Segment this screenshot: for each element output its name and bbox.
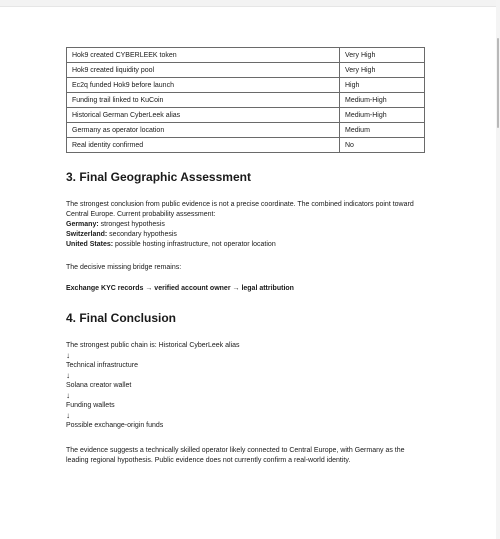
us-line	[66, 240, 426, 250]
chain-step: Solana creator wallet	[66, 382, 132, 389]
switzerland-label: Switzerland:	[66, 231, 108, 238]
paragraph-line: The evidence suggests a technically skilled operator likely connected to Central Europe, with Germany as the	[66, 447, 405, 454]
us-text: possible hosting infrastructure, not operator location	[113, 241, 276, 248]
down-arrow-icon: ↓	[66, 391, 70, 400]
table-cell-evidence: Hok9 created CYBERLEEK token	[67, 48, 340, 63]
switzerland-line	[66, 230, 426, 240]
chain-intro: The strongest public chain is: Historical CyberLeek alias	[66, 342, 240, 349]
switzerland-text: secondary hypothesis	[107, 231, 177, 238]
table-cell-confidence: High	[340, 78, 425, 93]
table-row	[67, 63, 425, 78]
table-cell-confidence: Medium	[340, 123, 425, 138]
down-arrow-icon: ↓	[66, 411, 70, 420]
germany-label: Germany:	[66, 221, 99, 228]
bridge-chain	[66, 284, 426, 294]
chain-step: Funding wallets	[66, 402, 115, 409]
top-bar	[0, 0, 500, 7]
summary-paragraph	[66, 446, 426, 466]
table-row	[67, 138, 425, 153]
paragraph-line: Central Europe. Current probability assessment:	[66, 211, 216, 218]
paragraph-line: leading regional hypothesis. Public evidence does not currently confirm a real-world identity.	[66, 457, 351, 464]
table-row	[67, 93, 425, 108]
table-cell-evidence: Hok9 created liquidity pool	[67, 63, 340, 78]
document-page	[66, 47, 426, 464]
chain-step: Possible exchange-origin funds	[66, 422, 164, 429]
down-arrow-icon: ↓	[66, 351, 70, 360]
table-cell-evidence: Real identity confirmed	[67, 138, 340, 153]
table-cell-confidence: Medium-High	[340, 93, 425, 108]
table-row	[67, 78, 425, 93]
bridge-intro: The decisive missing bridge remains:	[66, 264, 182, 271]
section-heading-conclusion: 4. Final Conclusion	[66, 311, 177, 325]
assessment-paragraph	[66, 200, 426, 250]
table-row	[67, 48, 425, 63]
bridge-chain-text: Exchange KYC records → verified account owner → legal attribution	[66, 285, 294, 292]
table-cell-evidence: Ec2q funded Hok9 before launch	[67, 78, 340, 93]
table-cell-confidence: Medium-High	[340, 108, 425, 123]
chain-list	[66, 341, 426, 431]
chain-step: Technical infrastructure	[66, 362, 138, 369]
table-row	[67, 123, 425, 138]
us-label: United States:	[66, 241, 114, 248]
table-cell-confidence: No	[340, 138, 425, 153]
evidence-table	[66, 47, 425, 153]
scrollbar-thumb[interactable]	[497, 38, 499, 128]
table-row	[67, 108, 425, 123]
vertical-scrollbar[interactable]	[496, 0, 500, 539]
section-heading-geographic: 3. Final Geographic Assessment	[66, 170, 251, 184]
table-cell-evidence: Funding trail linked to KuCoin	[67, 93, 340, 108]
down-arrow-icon: ↓	[66, 371, 70, 380]
table-cell-evidence: Historical German CyberLeek alias	[67, 108, 340, 123]
table-cell-confidence: Very High	[340, 48, 425, 63]
germany-line	[66, 220, 426, 230]
paragraph-line: The strongest conclusion from public evidence is not a precise coordinate. The combined indicators point toward	[66, 201, 414, 208]
table-cell-evidence: Germany as operator location	[67, 123, 340, 138]
table-cell-confidence: Very High	[340, 63, 425, 78]
germany-text: strongest hypothesis	[98, 221, 165, 228]
